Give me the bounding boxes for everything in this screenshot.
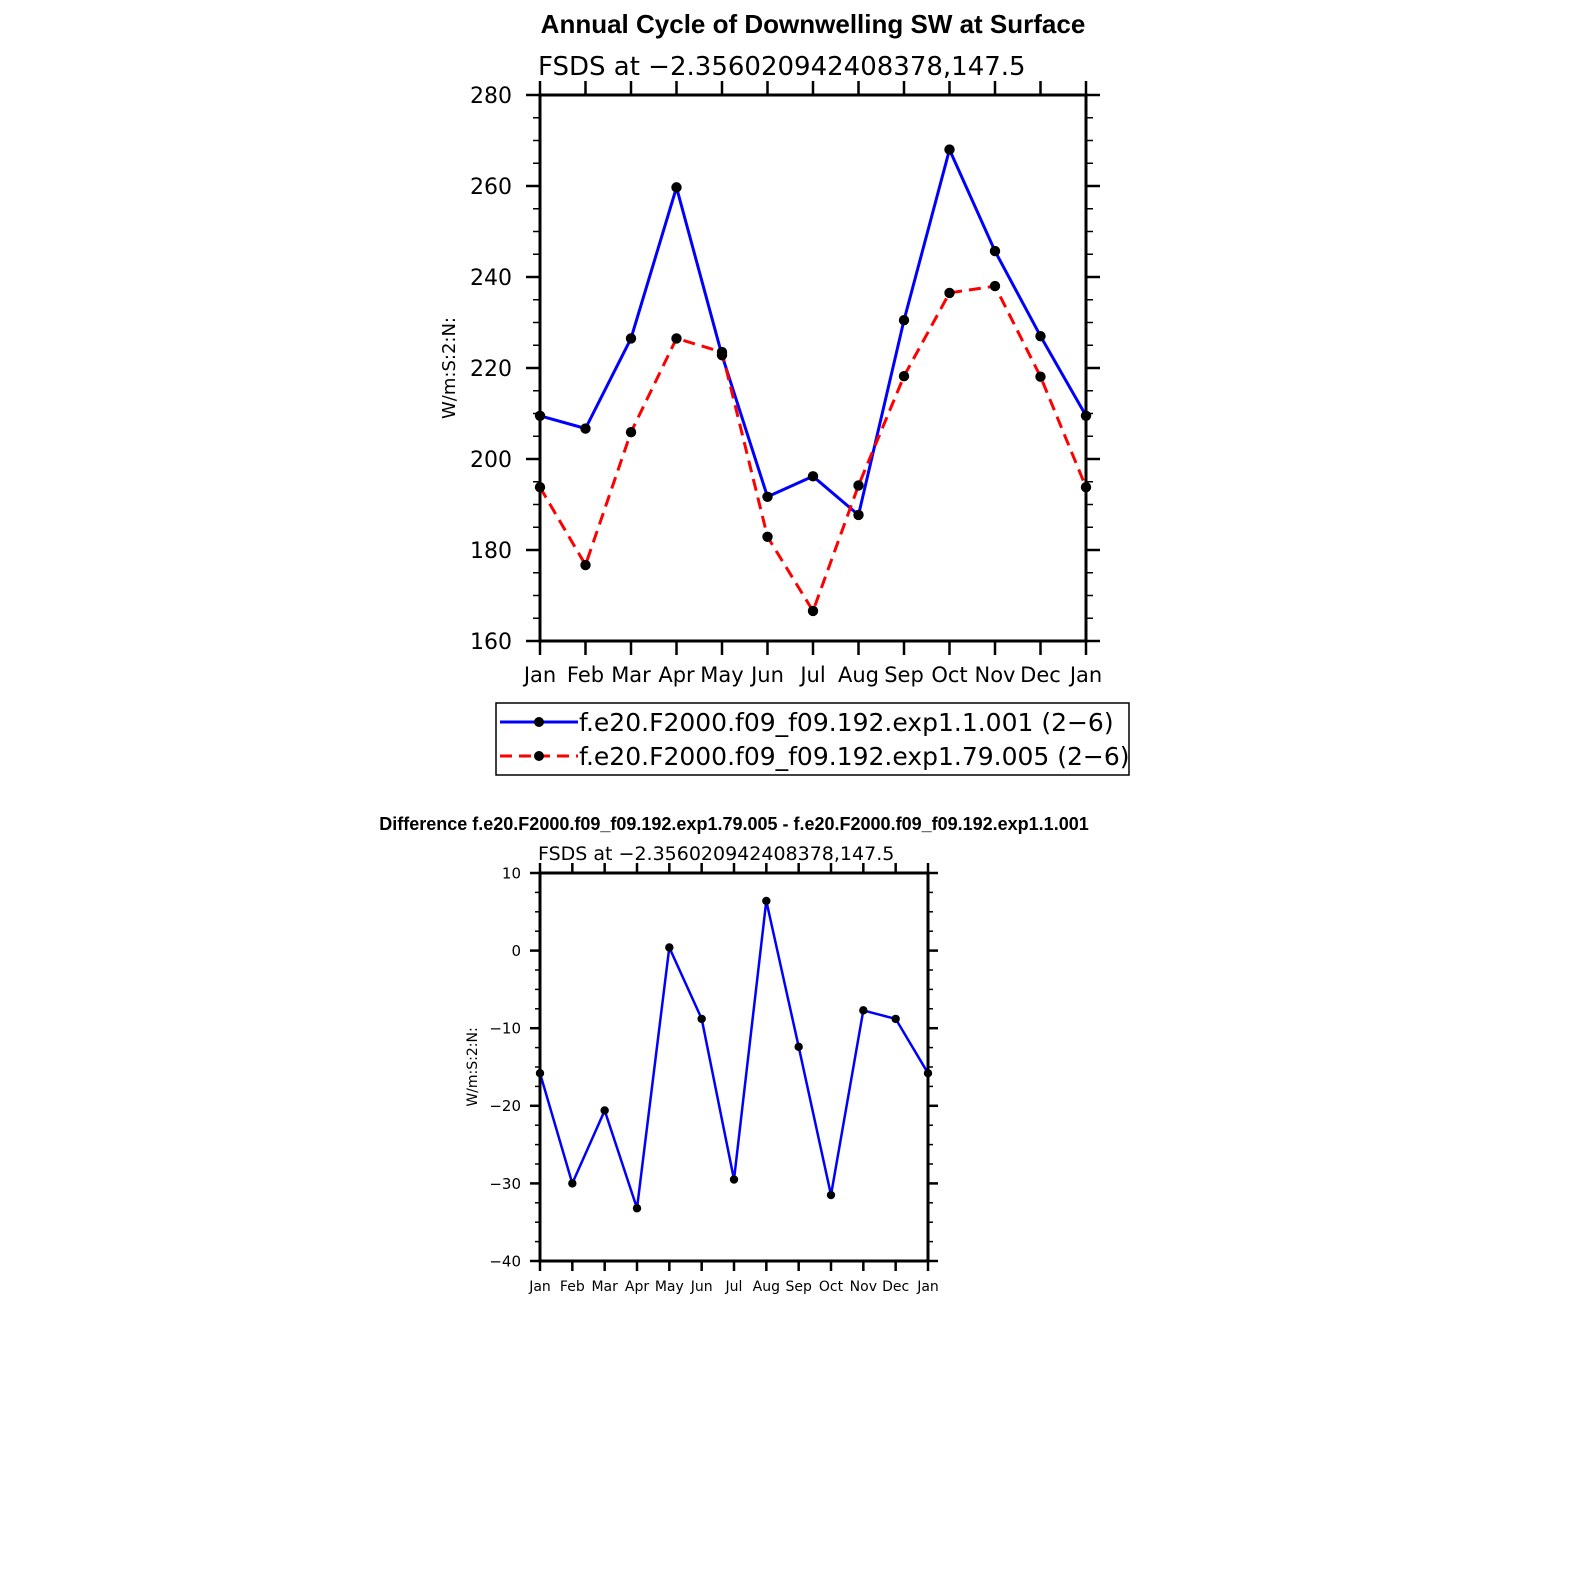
diff-point-s1-2 — [600, 1106, 608, 1114]
point-s2-9 — [944, 288, 954, 298]
point-s2-3 — [671, 333, 681, 343]
point-s1-3 — [671, 182, 681, 192]
x-tick-label: Mar — [611, 663, 651, 687]
x-tick-label: Jan — [1069, 663, 1103, 687]
difference-y-axis-label: W/m:S:2:N: — [465, 1027, 481, 1107]
y-tick-label: 220 — [470, 356, 512, 382]
x-tick-label: Apr — [624, 1279, 650, 1295]
x-tick-label: Sep — [785, 1279, 812, 1295]
point-s1-7 — [853, 510, 863, 520]
x-tick-label: Nov — [849, 1279, 877, 1295]
diff-point-s1-1 — [568, 1179, 576, 1187]
x-tick-label: Jan — [529, 1279, 551, 1295]
legend-marker-exp1-79-005 — [534, 751, 544, 761]
difference-panel — [379, 814, 1088, 1295]
diff-point-s1-11 — [891, 1015, 899, 1023]
legend-marker-exp1-1-001 — [534, 717, 544, 727]
point-s1-2 — [626, 333, 636, 343]
x-tick-label: Nov — [974, 663, 1016, 687]
series-line-2 — [540, 286, 1086, 611]
difference-tick-marks — [530, 863, 938, 1271]
x-tick-label: May — [700, 663, 744, 687]
point-s2-11 — [1035, 371, 1045, 381]
point-s1-9 — [944, 144, 954, 154]
chart-title: Annual Cycle of Downwelling SW at Surface — [540, 9, 1086, 39]
difference-plot-frame — [540, 873, 928, 1261]
point-s2-7 — [853, 480, 863, 490]
plot-frame — [540, 95, 1086, 641]
tick-marks — [526, 81, 1100, 655]
point-s2-1 — [580, 560, 590, 570]
y-tick-label: −40 — [489, 1252, 521, 1271]
x-tick-label: Jan — [917, 1279, 939, 1295]
series-lines — [540, 150, 1086, 611]
x-tick-label: Aug — [752, 1279, 781, 1295]
x-tick-label: Sep — [884, 663, 924, 687]
x-tick-label: Jun — [690, 1279, 713, 1295]
y-axis-label: W/m:S:2:N: — [439, 317, 460, 419]
series-line-1 — [540, 901, 928, 1208]
y-tick-label: 240 — [470, 265, 512, 291]
diff-point-s1-8 — [794, 1043, 802, 1051]
y-tick-label: 280 — [470, 83, 512, 109]
chart-subtitle: FSDS at −2.356020942408378,147.5 — [538, 52, 1026, 82]
diff-point-s1-10 — [859, 1006, 867, 1014]
x-tick-label: Feb — [566, 663, 605, 687]
y-tick-label: 200 — [470, 447, 512, 473]
legend — [496, 703, 1130, 775]
diff-point-s1-5 — [697, 1015, 705, 1023]
point-s2-4 — [717, 347, 727, 357]
y-tick-label: 160 — [470, 629, 512, 655]
y-tick-label: −10 — [489, 1019, 521, 1038]
x-tick-label: Apr — [658, 663, 695, 687]
y-tick-label: −20 — [489, 1097, 521, 1116]
y-tick-label: 0 — [511, 942, 521, 960]
y-tick-label: 180 — [470, 538, 512, 564]
x-tick-label: Dec — [882, 1279, 910, 1295]
x-tick-label: Oct — [818, 1279, 844, 1295]
difference-series-lines — [540, 901, 928, 1208]
y-tick-label: 10 — [501, 864, 521, 883]
point-s1-8 — [899, 315, 909, 325]
x-tick-label: Oct — [931, 663, 968, 687]
diff-point-s1-9 — [827, 1191, 835, 1199]
difference-title: Difference f.e20.F2000.f09_f09.192.exp1.79.005 - f.e20.F2000.f09_f09.192.exp1.1.001 — [379, 814, 1089, 834]
x-tick-label: Jul — [800, 663, 826, 687]
x-tick-label: Dec — [1020, 663, 1061, 687]
x-tick-label: Aug — [837, 663, 880, 687]
diff-point-s1-7 — [762, 897, 770, 905]
point-s1-5 — [762, 492, 772, 502]
x-tick-label: Jun — [751, 663, 784, 687]
x-tick-label: Feb — [559, 1279, 585, 1295]
x-tick-label: Jan — [523, 663, 557, 687]
point-s1-11 — [1035, 331, 1045, 341]
tick-labels — [470, 84, 1102, 687]
x-tick-label: May — [654, 1279, 684, 1295]
point-s1-10 — [990, 246, 1000, 256]
y-tick-label: 260 — [470, 174, 512, 200]
point-s1-1 — [580, 423, 590, 433]
point-s2-2 — [626, 427, 636, 437]
diff-point-s1-4 — [665, 943, 673, 951]
point-s1-6 — [808, 471, 818, 481]
y-tick-label: −30 — [489, 1174, 521, 1193]
point-s2-10 — [990, 281, 1000, 291]
legend-label-exp1-1-001: f.e20.F2000.f09_f09.192.exp1.1.001 (2−6) — [579, 708, 1114, 737]
x-tick-label: Mar — [591, 1279, 618, 1295]
difference-data-points — [536, 897, 932, 1213]
data-points — [535, 144, 1091, 616]
annual-cycle-panel — [439, 9, 1130, 775]
x-tick-label: Jul — [725, 1279, 743, 1295]
point-s2-8 — [899, 371, 909, 381]
legend-label-exp1-79-005: f.e20.F2000.f09_f09.192.exp1.79.005 (2−6) — [579, 742, 1130, 771]
point-s2-6 — [808, 606, 818, 616]
diff-point-s1-3 — [633, 1204, 641, 1212]
point-s2-5 — [762, 532, 772, 542]
diff-point-s1-6 — [730, 1175, 738, 1183]
difference-subtitle: FSDS at −2.356020942408378,147.5 — [538, 843, 895, 865]
